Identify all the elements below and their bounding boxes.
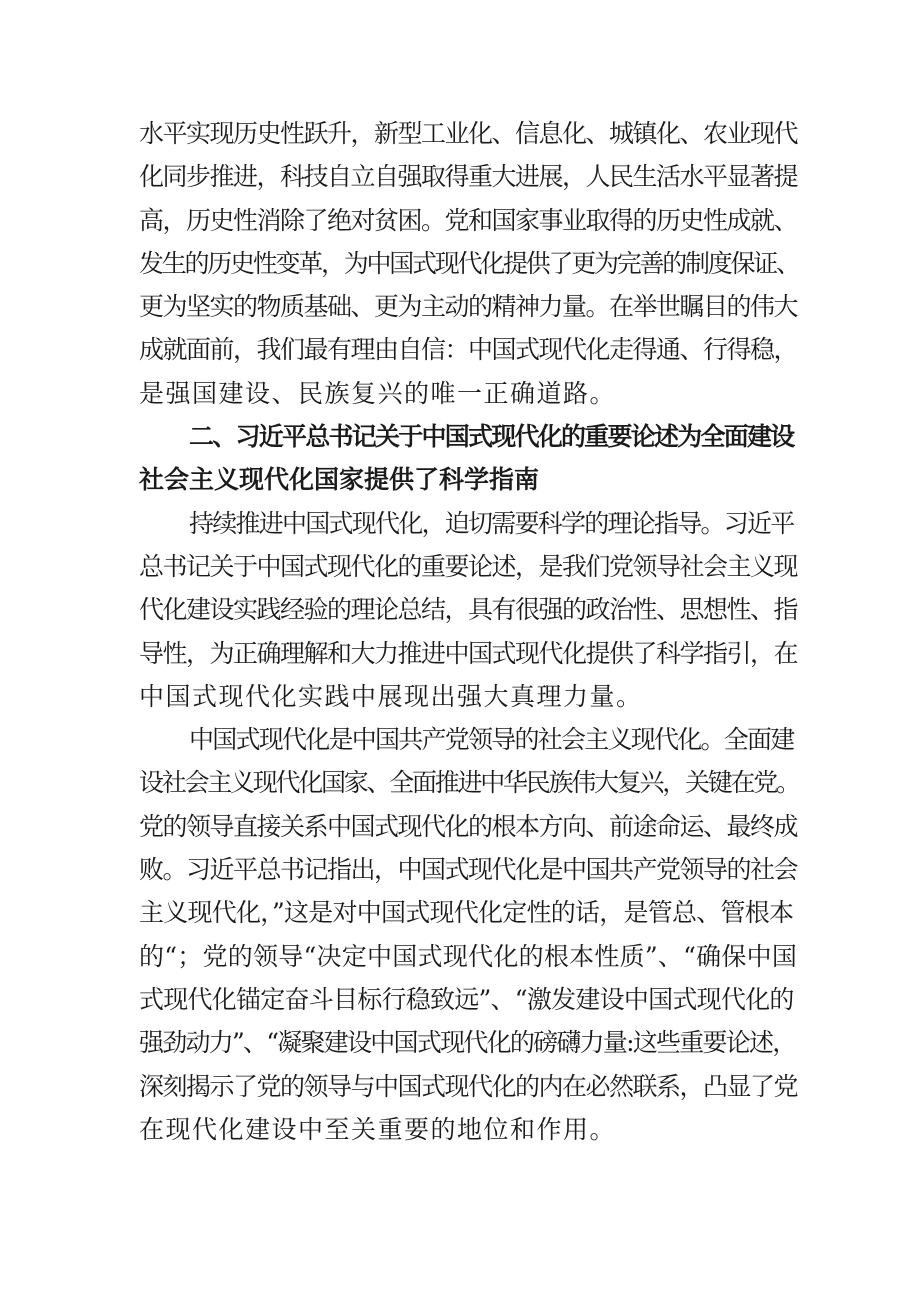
text-line: 发生的历史性变革，为中国式现代化提供了更为完善的制度保证、 [139,248,799,278]
section-heading [139,415,793,502]
paragraph [139,112,799,415]
text-line: 中国式现代化是中国共产党领导的社会主义现代化。全面建 [189,725,794,755]
text-line: 败。习近平总书记指出，中国式现代化是中国共产党领导的社会 [139,855,798,885]
text-line: 总书记关于中国式现代化的重要论述，是我们党领导社会主义现 [139,551,798,581]
text-line: 在现代化建设中至关重要的地位和作用。 [139,1114,617,1144]
text-line: 深刻揭示了党的领导与中国式现代化的内在必然联系，凸显了党 [139,1071,798,1101]
text-line: 党的领导直接关系中国式现代化的根本方向、前途命运、最终成 [139,811,798,841]
text-line: 代化建设实践经验的理论总结，具有很强的政治性、思想性、指 [139,595,798,625]
text-line: 更为坚实的物质基础、更为主动的精神力量。在举世瞩目的伟大 [139,292,798,322]
text-line: 成就面前，我们最有理由自信：中国式现代化走得通、行得稳， [139,335,798,365]
text-line: 主义现代化，”这是对中国式现代化定性的话，是管总、管根本 [139,898,794,928]
text-line: 持续推进中国式现代化，迫切需要科学的理论指导。习近平 [189,508,794,538]
text-line: 是强国建设、民族复兴的唯一正确道路。 [139,378,617,408]
text-line: 设社会主义现代化国家、全面推进中华民族伟大复兴，关键在党。 [139,768,799,798]
text-line: 强劲动力”、“凝聚建设中国式现代化的磅礴力量:这些重要论述， [139,1028,796,1058]
document-body [139,112,799,1151]
text-line: 中国式现代化实践中展现出强大真理力量。 [139,681,643,711]
text-line: 高，历史性消除了绝对贫困。党和国家事业取得的历史性成就、 [139,205,798,235]
text-line: 水平实现历史性跃升，新型工业化、信息化、城镇化、农业现代 [139,119,798,148]
text-line: 式现代化锚定奋斗目标行稳致远”、“激发建设中国式现代化的 [139,984,794,1014]
text-line: 化同步推进，科技自立自强取得重大进展，人民生活水平显著提 [139,162,798,192]
paragraph [139,502,798,718]
paragraph [139,718,799,1151]
text-line: 的“；党的领导“决定中国式现代化的根本性质”、“确保中国 [139,941,798,971]
heading-line: 二、习近平总书记关于中国式现代化的重要论述为全面建设 [189,422,794,452]
text-line: 导性，为正确理解和大力推进中国式现代化提供了科学指引，在 [139,638,798,668]
heading-line: 社会主义现代化国家提供了科学指南 [139,465,540,495]
